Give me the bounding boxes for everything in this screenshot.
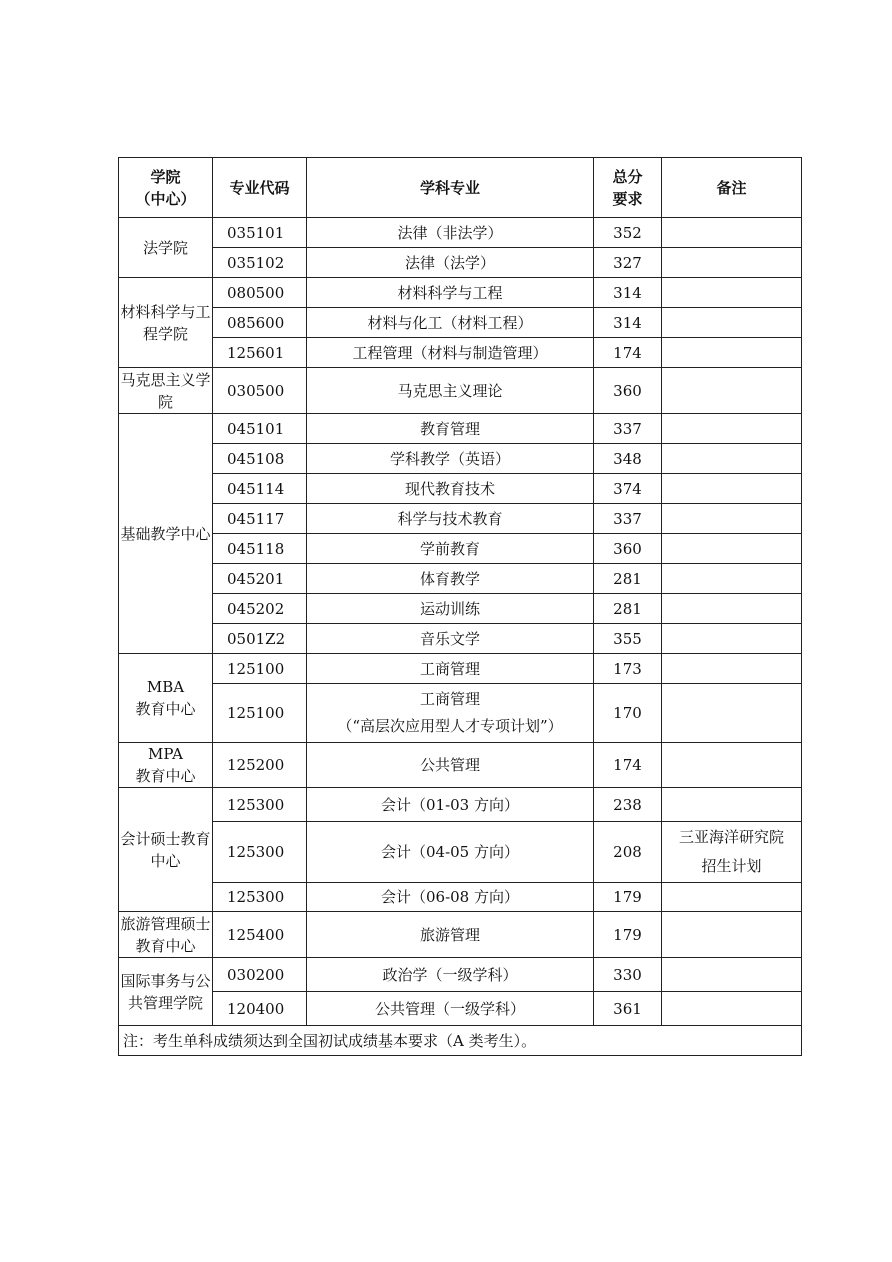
score-cell: 355 — [594, 624, 662, 654]
code-cell: 045108 — [213, 444, 307, 474]
header-score: 总分 要求 — [594, 158, 662, 218]
college-cell: 法学院 — [119, 218, 213, 278]
remark-cell — [662, 218, 802, 248]
code-cell: 125300 — [213, 822, 307, 883]
code-cell: 125200 — [213, 743, 307, 788]
table-row — [119, 883, 802, 912]
score-cell: 327 — [594, 248, 662, 278]
major-cell: 教育管理 — [307, 414, 594, 444]
remark-cell — [662, 368, 802, 414]
code-cell: 030200 — [213, 958, 307, 992]
college-cell: 基础教学中心 — [119, 414, 213, 654]
table-row — [119, 958, 802, 992]
score-cell: 179 — [594, 912, 662, 958]
remark-cell — [662, 654, 802, 684]
major-cell: 会计（01-03 方向） — [307, 788, 594, 822]
remark-cell — [662, 534, 802, 564]
major-cell: 工商管理 （“高层次应用型人才专项计划”） — [307, 684, 594, 743]
table-row — [119, 248, 802, 278]
score-cell: 360 — [594, 534, 662, 564]
code-cell: 125601 — [213, 338, 307, 368]
major-cell: 现代教育技术 — [307, 474, 594, 504]
code-cell: 035102 — [213, 248, 307, 278]
remark-cell — [662, 883, 802, 912]
major-cell: 工商管理 — [307, 654, 594, 684]
major-cell: 材料科学与工程 — [307, 278, 594, 308]
header-code: 专业代码 — [213, 158, 307, 218]
remark-cell — [662, 958, 802, 992]
score-cell: 238 — [594, 788, 662, 822]
table-row — [119, 534, 802, 564]
remark-cell — [662, 594, 802, 624]
table-row — [119, 564, 802, 594]
remark-cell — [662, 912, 802, 958]
major-cell: 政治学（一级学科） — [307, 958, 594, 992]
code-cell: 045114 — [213, 474, 307, 504]
code-cell: 045201 — [213, 564, 307, 594]
table-row — [119, 278, 802, 308]
score-cell: 314 — [594, 278, 662, 308]
major-cell: 材料与化工（材料工程） — [307, 308, 594, 338]
remark-cell — [662, 444, 802, 474]
remark-cell — [662, 414, 802, 444]
score-cell: 281 — [594, 594, 662, 624]
code-cell: 080500 — [213, 278, 307, 308]
table-row — [119, 368, 802, 414]
score-cell: 360 — [594, 368, 662, 414]
score-cell: 361 — [594, 992, 662, 1026]
table-row — [119, 444, 802, 474]
table-row — [119, 308, 802, 338]
table-row — [119, 504, 802, 534]
major-cell: 体育教学 — [307, 564, 594, 594]
score-cell: 348 — [594, 444, 662, 474]
code-cell: 035101 — [213, 218, 307, 248]
code-cell: 125100 — [213, 684, 307, 743]
major-cell: 公共管理（一级学科） — [307, 992, 594, 1026]
score-cell: 374 — [594, 474, 662, 504]
table-row — [119, 788, 802, 822]
header-remark: 备注 — [662, 158, 802, 218]
table-row — [119, 414, 802, 444]
college-cell: MBA 教育中心 — [119, 654, 213, 743]
major-cell: 会计（06-08 方向） — [307, 883, 594, 912]
score-cell: 314 — [594, 308, 662, 338]
score-cell: 337 — [594, 504, 662, 534]
code-cell: 125300 — [213, 788, 307, 822]
major-cell: 法律（非法学） — [307, 218, 594, 248]
table-row — [119, 822, 802, 883]
college-cell: 马克思主义学院 — [119, 368, 213, 414]
code-cell: 120400 — [213, 992, 307, 1026]
header-major: 学科专业 — [307, 158, 594, 218]
code-cell: 045202 — [213, 594, 307, 624]
college-cell: 材料科学与工程学院 — [119, 278, 213, 368]
college-cell: 旅游管理硕士教育中心 — [119, 912, 213, 958]
remark-cell — [662, 278, 802, 308]
score-cell: 337 — [594, 414, 662, 444]
major-cell: 法律（法学） — [307, 248, 594, 278]
remark-cell — [662, 684, 802, 743]
table-row — [119, 594, 802, 624]
score-cell: 208 — [594, 822, 662, 883]
college-cell: MPA 教育中心 — [119, 743, 213, 788]
major-cell: 运动训练 — [307, 594, 594, 624]
table-row — [119, 912, 802, 958]
major-cell: 马克思主义理论 — [307, 368, 594, 414]
major-cell: 音乐文学 — [307, 624, 594, 654]
major-cell: 学前教育 — [307, 534, 594, 564]
code-cell: 045118 — [213, 534, 307, 564]
score-cell: 281 — [594, 564, 662, 594]
remark-cell — [662, 474, 802, 504]
score-cell: 170 — [594, 684, 662, 743]
code-cell: 030500 — [213, 368, 307, 414]
remark-cell: 三亚海洋研究院 招生计划 — [662, 822, 802, 883]
footnote: 注：考生单科成绩须达到全国初试成绩基本要求（A 类考生）。 — [119, 1026, 802, 1056]
major-cell: 公共管理 — [307, 743, 594, 788]
table-row — [119, 474, 802, 504]
header-college: 学院 （中心） — [119, 158, 213, 218]
remark-cell — [662, 624, 802, 654]
table-row — [119, 218, 802, 248]
score-requirements-table — [118, 157, 802, 1056]
major-cell: 学科教学（英语） — [307, 444, 594, 474]
remark-cell — [662, 248, 802, 278]
table-row — [119, 624, 802, 654]
remark-cell — [662, 788, 802, 822]
college-cell: 国际事务与公共管理学院 — [119, 958, 213, 1026]
code-cell: 045101 — [213, 414, 307, 444]
table-row — [119, 992, 802, 1026]
college-cell: 会计硕士教育中心 — [119, 788, 213, 912]
table-header-row — [119, 158, 802, 218]
table-row — [119, 654, 802, 684]
code-cell: 125300 — [213, 883, 307, 912]
major-cell: 工程管理（材料与制造管理） — [307, 338, 594, 368]
score-cell: 179 — [594, 883, 662, 912]
code-cell: 125400 — [213, 912, 307, 958]
footnote-row — [119, 1026, 802, 1056]
table-row — [119, 338, 802, 368]
remark-cell — [662, 743, 802, 788]
table-row — [119, 743, 802, 788]
major-cell: 旅游管理 — [307, 912, 594, 958]
code-cell: 085600 — [213, 308, 307, 338]
score-cell: 174 — [594, 338, 662, 368]
score-cell: 174 — [594, 743, 662, 788]
table-row — [119, 684, 802, 743]
remark-cell — [662, 504, 802, 534]
score-cell: 173 — [594, 654, 662, 684]
major-cell: 会计（04-05 方向） — [307, 822, 594, 883]
remark-cell — [662, 338, 802, 368]
code-cell: 125100 — [213, 654, 307, 684]
remark-cell — [662, 564, 802, 594]
code-cell: 0501Z2 — [213, 624, 307, 654]
score-cell: 352 — [594, 218, 662, 248]
code-cell: 045117 — [213, 504, 307, 534]
score-cell: 330 — [594, 958, 662, 992]
remark-cell — [662, 308, 802, 338]
major-cell: 科学与技术教育 — [307, 504, 594, 534]
remark-cell — [662, 992, 802, 1026]
